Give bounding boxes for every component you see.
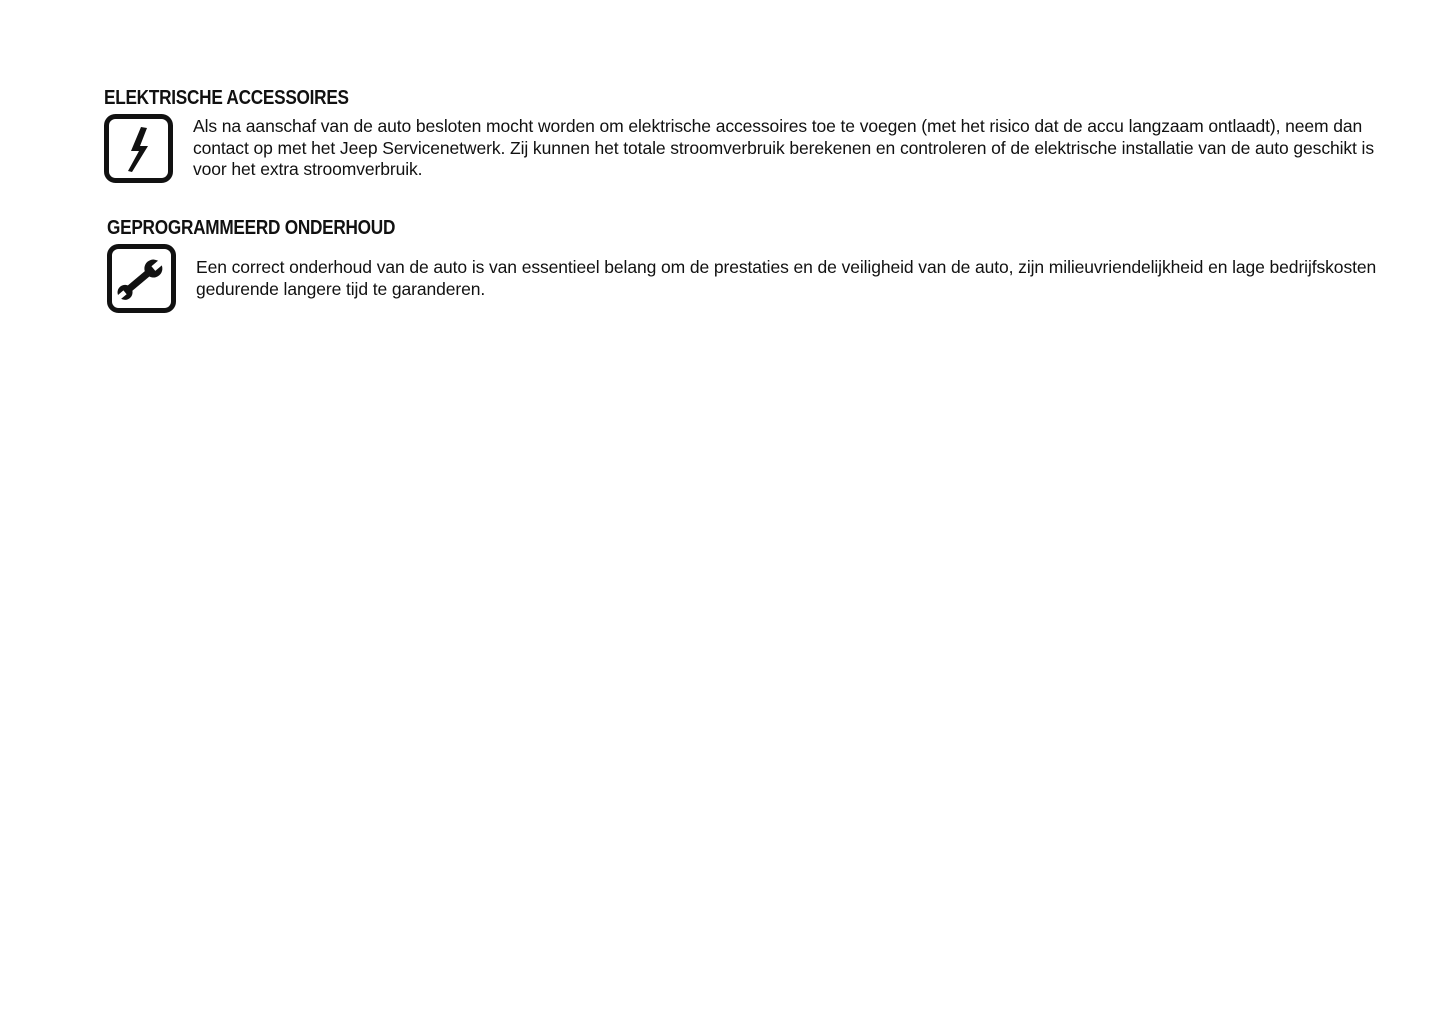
section-heading: GEPROGRAMMEERD ONDERHOUD	[107, 217, 396, 239]
section-body-text: Als na aanschaf van de auto besloten mocht worden om elektrische accessoires toe te voegen (met het risico dat de accu langzaam ontlaadt), neem dan contact op met het Jeep Servicenetwerk. Zij kunnen het totale stroomverbruik berekenen en controleren of de elektrische installatie van de auto geschikt is voor het extra stroomverbruik.	[193, 116, 1374, 179]
section-row	[104, 114, 1374, 183]
section-row	[107, 244, 1377, 313]
section-scheduled-maintenance	[107, 216, 1377, 313]
wrench-icon	[107, 244, 176, 313]
section-heading: ELEKTRISCHE ACCESSOIRES	[104, 87, 349, 109]
section-body-text: Een correct onderhoud van de auto is van essentieel belang om de prestaties en de veiligheid van de auto, zijn milieuvriendelijkheid en lage bedrijfskosten gedurende langere tijd te garanderen.	[196, 257, 1377, 299]
section-electrical-accessories	[104, 86, 1374, 183]
lightning-icon	[104, 114, 173, 183]
